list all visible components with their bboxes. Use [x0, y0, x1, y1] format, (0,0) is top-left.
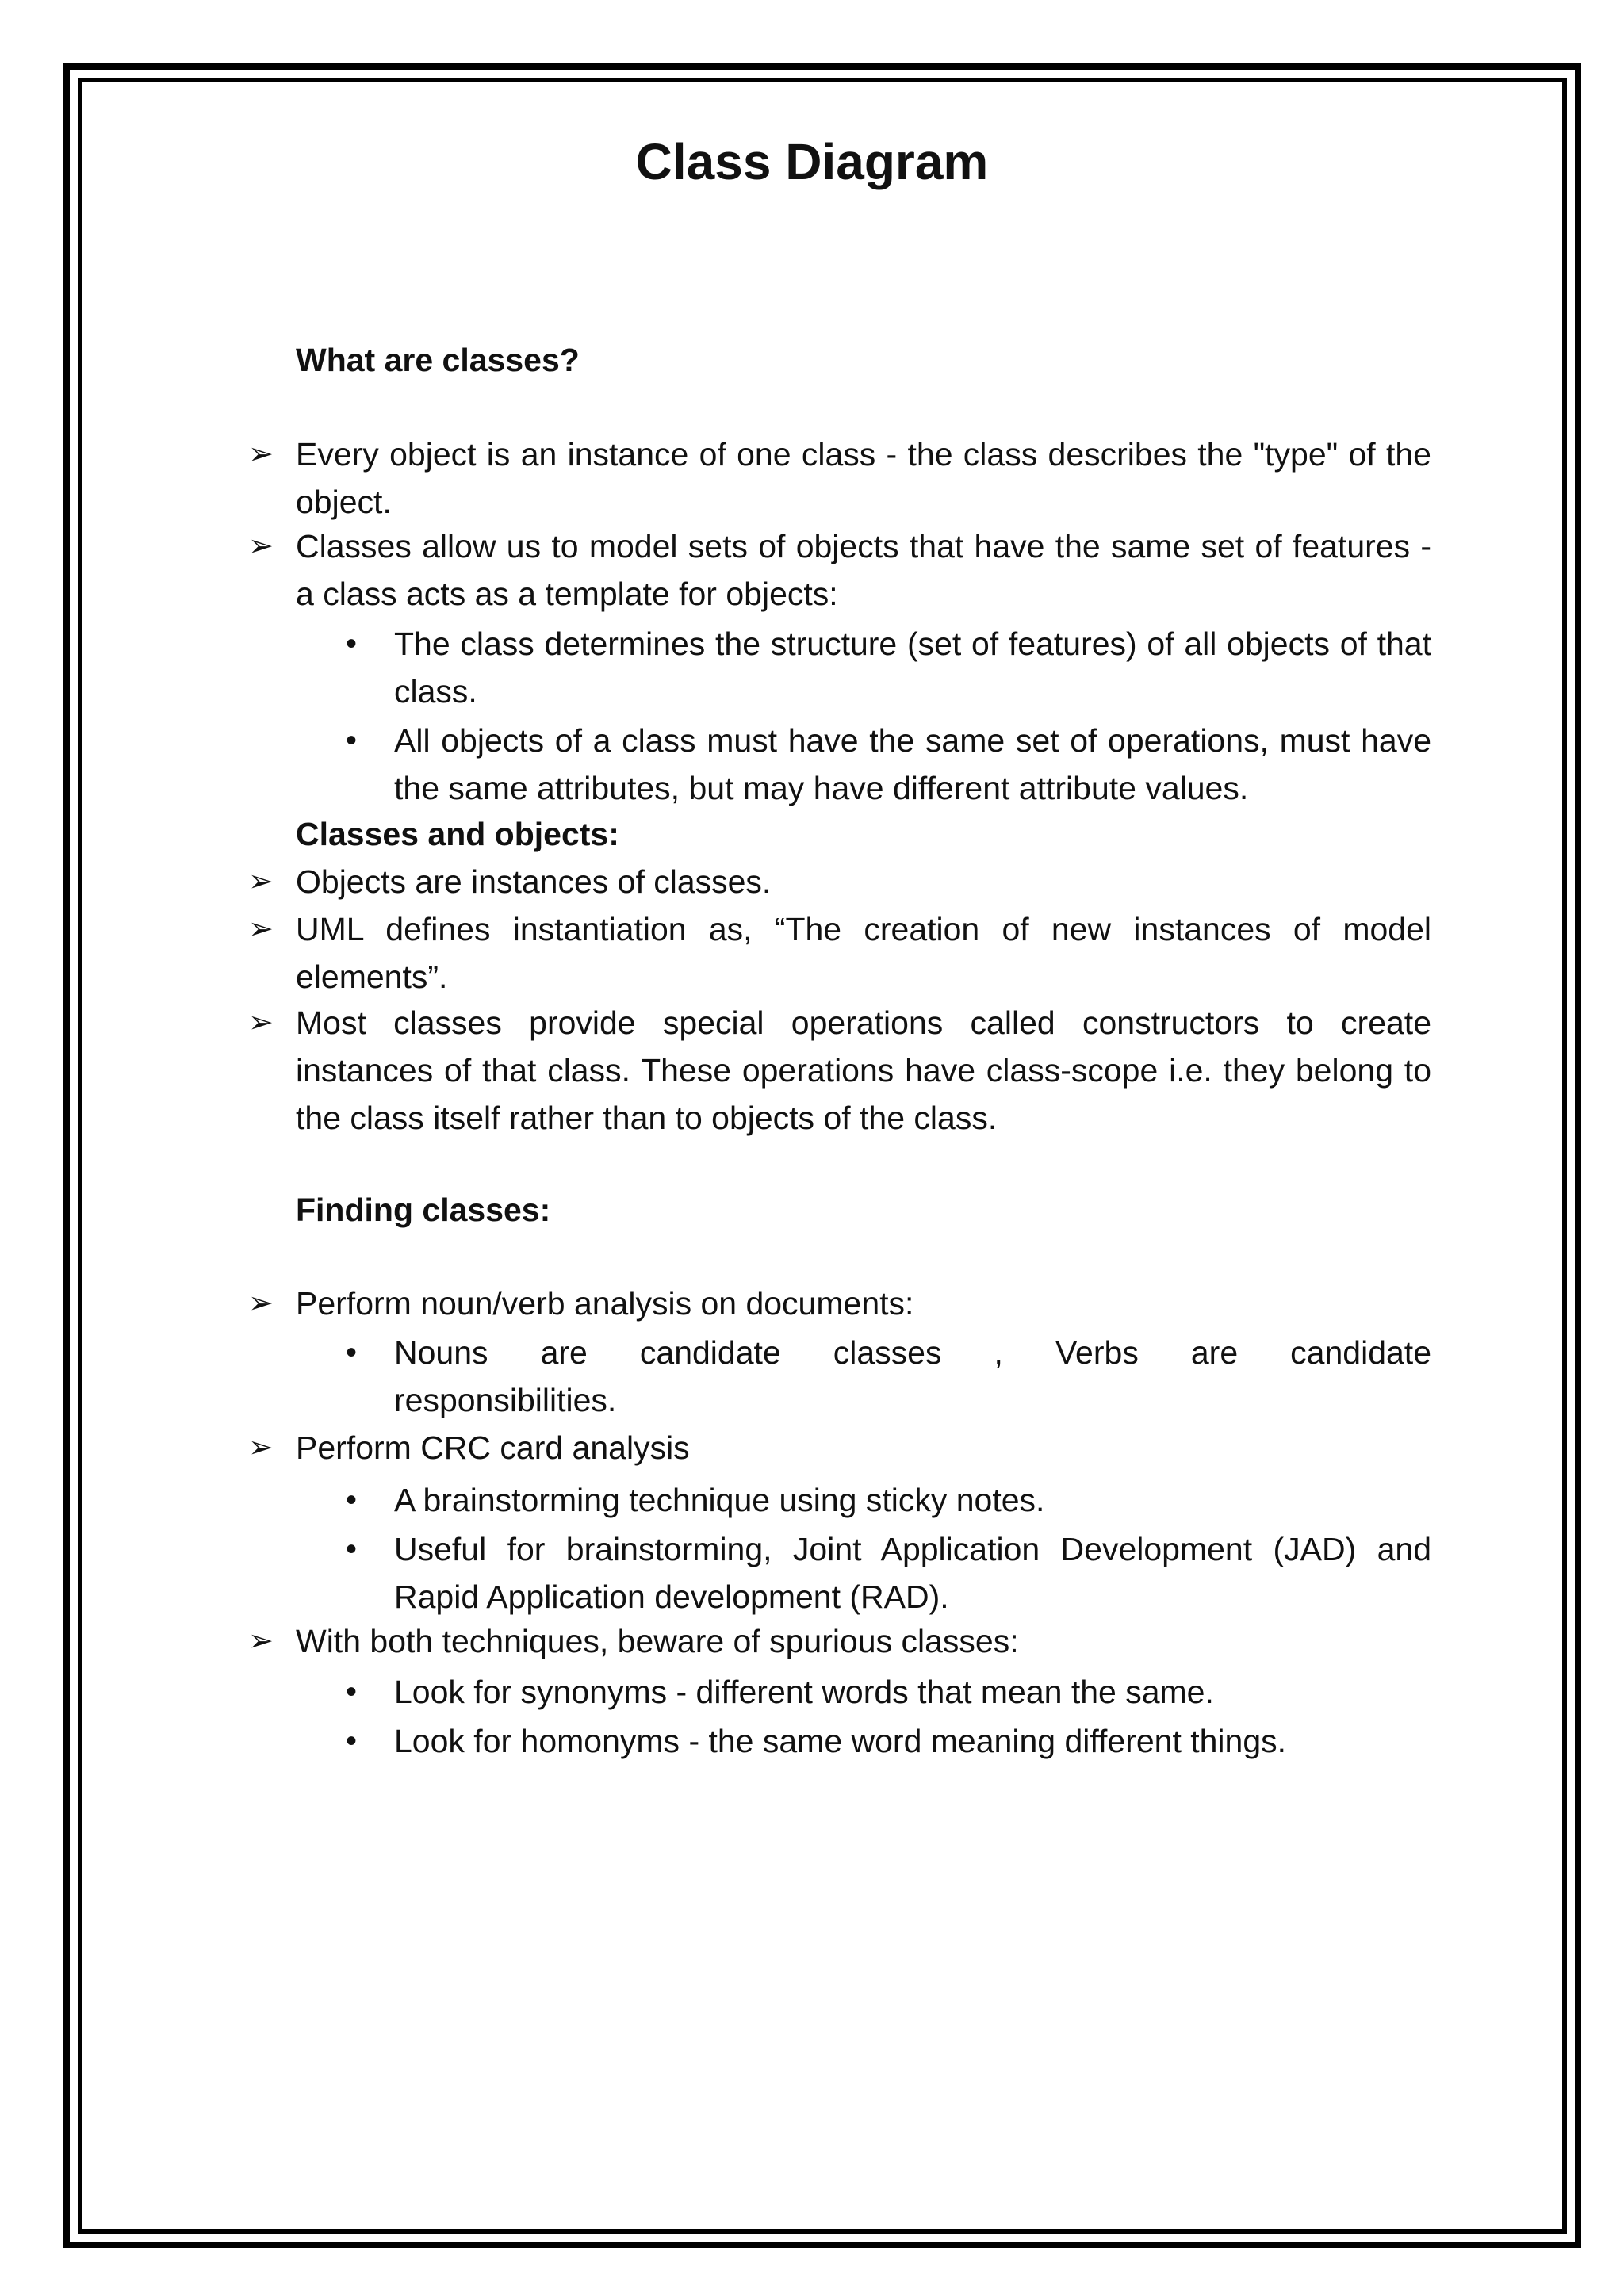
dot-bullet-icon: •	[346, 1674, 358, 1709]
arrow-bullet-icon: ➢	[248, 865, 274, 898]
page-title: Class Diagram	[635, 133, 989, 190]
section-heading-what-are-classes: What are classes?	[296, 342, 580, 378]
list-item: Objects are instances of classes.	[296, 863, 772, 900]
list-item: All objects of a class must have the same set of operations, must have the same attributes, but may have different attribute values.	[394, 722, 1431, 806]
arrow-bullet-icon: ➢	[248, 1006, 274, 1039]
page-border-inner	[78, 78, 1567, 2234]
dot-bullet-icon: •	[346, 1483, 358, 1517]
section-heading-finding-classes: Finding classes:	[296, 1192, 551, 1228]
dot-bullet-icon: •	[346, 1532, 358, 1567]
arrow-bullet-icon: ➢	[248, 438, 274, 471]
arrow-bullet-icon: ➢	[248, 1624, 274, 1658]
list-item: Useful for brainstorming, Joint Application Development (JAD) and Rapid Application development (RAD).	[394, 1531, 1431, 1615]
list-item: Most classes provide special operations called constructors to create instances of that class. These operations have class-scope i.e. they belong to the class itself rather than to objects of the class.	[296, 1004, 1431, 1136]
list-item-line: Nouns are candidate classes , Verbs are candidate	[394, 1334, 1431, 1371]
arrow-bullet-icon: ➢	[248, 530, 274, 563]
list-item: A brainstorming technique using sticky notes.	[394, 1482, 1045, 1518]
dot-bullet-icon: •	[346, 626, 358, 661]
arrow-bullet-icon: ➢	[248, 1431, 274, 1464]
dot-bullet-icon: •	[346, 1724, 358, 1758]
list-item: UML defines instantiation as, “The creation of new instances of model elements”.	[296, 911, 1431, 995]
list-item: Classes allow us to model sets of objects that have the same set of features - a class acts as a template for objects:	[296, 528, 1431, 612]
list-item: Perform CRC card analysis	[296, 1429, 690, 1466]
list-item-line: responsibilities.	[394, 1382, 617, 1418]
arrow-bullet-icon: ➢	[248, 1287, 274, 1320]
page-border-wrap	[63, 63, 1581, 2248]
dot-bullet-icon: •	[346, 723, 358, 758]
list-item: The class determines the structure (set of features) of all objects of that class.	[394, 626, 1431, 710]
list-item: Look for homonyms - the same word meaning different things.	[394, 1723, 1287, 1759]
arrow-bullet-icon: ➢	[248, 913, 274, 946]
list-item: Every object is an instance of one class - the class describes the "type" of the object.	[296, 436, 1431, 520]
list-item: Perform noun/verb analysis on documents:	[296, 1285, 914, 1322]
dot-bullet-icon: •	[346, 1335, 358, 1370]
list-item: Look for synonyms - different words that mean the same.	[394, 1674, 1214, 1710]
list-item: With both techniques, beware of spurious classes:	[296, 1623, 1019, 1659]
section-heading-classes-and-objects: Classes and objects:	[296, 816, 619, 852]
